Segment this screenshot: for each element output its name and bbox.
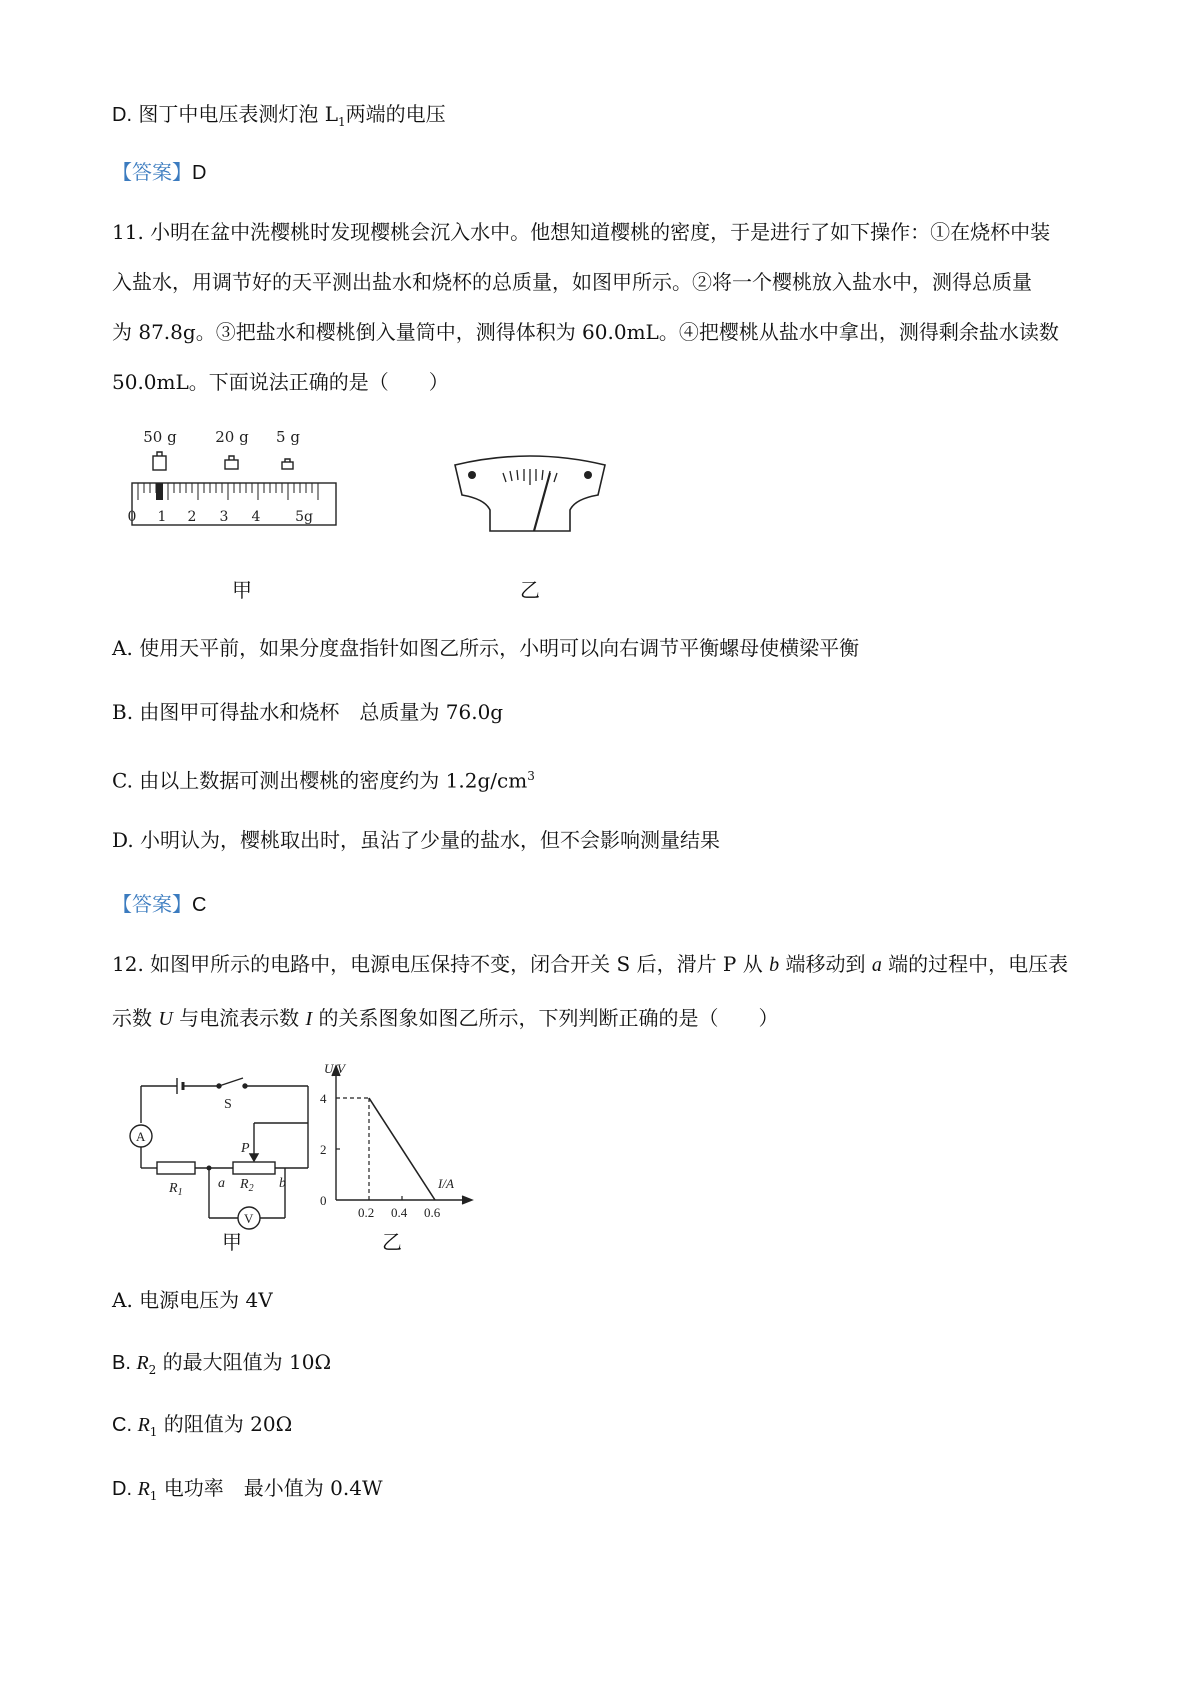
balance-scale-figure: [120, 428, 350, 538]
slider-label: P: [241, 1141, 250, 1156]
q12-var-b: b: [769, 954, 780, 976]
q12-option-b-r: R: [136, 1352, 149, 1374]
weight-50g-label: 50 g: [143, 428, 177, 446]
y-tick-2: 2: [320, 1142, 327, 1157]
scale-tick-2: 2: [187, 509, 197, 525]
scale-tick-1: 1: [157, 509, 167, 525]
y-axis-label: U/V: [324, 1061, 345, 1076]
circuit-figure: [125, 1068, 325, 1233]
dial-pointer: [534, 473, 550, 531]
rider-marker: [156, 483, 163, 500]
q11-option-c-text: C. 由以上数据可测出樱桃的密度约为 1.2g/cm: [112, 768, 528, 793]
q12-stem-text: 示数: [112, 1006, 159, 1030]
circuit-caption: 甲: [222, 1230, 242, 1254]
end-b-label: b: [279, 1176, 286, 1191]
figure-jia-caption: 甲: [232, 578, 252, 602]
voltmeter-label: V: [244, 1211, 254, 1226]
q12-stem-line-1: [112, 952, 1068, 977]
weight-50g-icon: [153, 456, 166, 470]
r1-label: $R_1$: [169, 1181, 183, 1198]
y-tick-4: 4: [320, 1091, 327, 1106]
q11-option-b: B. 由图甲可得盐水和烧杯 总质量为 76.0g: [112, 700, 504, 724]
weight-20g-label: 20 g: [215, 428, 249, 446]
dial-figure: [450, 455, 610, 535]
answer-value: C: [192, 894, 207, 916]
switch-label: S: [224, 1097, 232, 1112]
switch-blade: [219, 1078, 243, 1086]
x-axis-label: I/A: [438, 1176, 454, 1191]
graph-line: [369, 1098, 435, 1200]
q12-stem-text: 与电流表示数: [172, 1006, 306, 1030]
q12-stem-text: 端的过程中，电压表: [881, 952, 1069, 976]
q12-option-b: [112, 1350, 331, 1382]
q12-option-d-sub: 1: [149, 1489, 158, 1503]
x-tick-0.4: 0.4: [391, 1205, 408, 1220]
resistor-r2: [233, 1162, 275, 1174]
q11-option-c: [112, 764, 535, 793]
ammeter-label: A: [136, 1129, 146, 1144]
answer-tag: 【答案】: [112, 892, 192, 916]
q12-option-b-sub: 2: [148, 1363, 157, 1377]
dial-outline: [455, 456, 605, 531]
scale-tick-0: 0: [127, 509, 137, 525]
y-tick-0: 0: [320, 1193, 327, 1208]
q11-stem-line-3: 为 87.8g。③把盐水和樱桃倒入量筒中，测得体积为 60.0mL。④把樱桃从盐水中拿出，测得剩余盐水读数: [112, 320, 1059, 344]
q12-option-b-text: 的最大阻值为 10Ω: [156, 1350, 332, 1374]
scale-tick-5g: 5g: [295, 509, 313, 525]
q12-option-d-r: R: [137, 1478, 150, 1500]
weight-5g-label: 5 g: [276, 428, 300, 446]
dial-screw-left: [468, 471, 476, 479]
q11-option-c-sup: 3: [527, 769, 535, 783]
scale-tick-4: 4: [251, 509, 261, 525]
q11-stem-line-4: 50.0mL。下面说法正确的是（ ）: [112, 370, 449, 394]
answer-value: D: [192, 162, 207, 184]
q12-stem-line-2: [112, 1006, 779, 1031]
q11-option-a: A. 使用天平前，如果分度盘指针如图乙所示，小明可以向右调节平衡螺母使横梁平衡: [112, 636, 860, 660]
q12-option-c-text: 的阻值为 20Ω: [157, 1412, 293, 1436]
q12-var-i: I: [305, 1008, 313, 1030]
q12-option-b-letter: B.: [112, 1352, 137, 1374]
q12-option-a: A. 电源电压为 4V: [112, 1288, 273, 1312]
x-tick-0.2: 0.2: [358, 1205, 375, 1220]
q12-stem-text: 端移动到: [779, 952, 872, 976]
figure-yi-caption: 乙: [520, 578, 540, 602]
answer-tag: 【答案】: [112, 160, 192, 184]
q10-answer: [112, 160, 206, 185]
q12-option-d-letter: D.: [112, 1478, 138, 1500]
q11-stem-line-1: 11. 小明在盆中洗樱桃时发现樱桃会沉入水中。他想知道樱桃的密度，于是进行了如下操作：①在烧杯中装: [112, 220, 1051, 244]
weight-5g-icon: [282, 462, 293, 469]
q12-option-d-text: 电功率 最小值为 0.4W: [157, 1476, 383, 1500]
q10-option-d-text: 图丁中电压表测灯泡 L: [138, 102, 338, 126]
q12-option-c-r: R: [137, 1414, 150, 1436]
weight-20g-icon: [225, 460, 238, 469]
x-tick-0.6: 0.6: [424, 1205, 441, 1220]
resistor-r1: [157, 1162, 195, 1174]
q10-option-d-letter: D.: [112, 104, 132, 126]
q10-option-d: [112, 102, 446, 134]
q11-stem-line-2: 入盐水，用调节好的天平测出盐水和烧杯的总质量，如图甲所示。②将一个樱桃放入盐水中，测得总质量: [112, 270, 1032, 294]
end-a-label: a: [218, 1176, 225, 1191]
q10-option-d-sub: 1: [338, 115, 346, 129]
q11-option-d: D. 小明认为，樱桃取出时，虽沾了少量的盐水，但不会影响测量结果: [112, 828, 721, 852]
dial-screw-right: [584, 471, 592, 479]
q12-stem-text: 12. 如图甲所示的电路中，电源电压保持不变，闭合开关 S 后，滑片 P 从: [112, 952, 770, 976]
r2-label: $R_2$: [240, 1177, 254, 1194]
q11-answer: [112, 892, 206, 917]
q12-option-d: [112, 1476, 383, 1508]
scale-tick-3: 3: [219, 509, 229, 525]
graph-caption: 乙: [382, 1230, 402, 1254]
ui-graph: [310, 1058, 480, 1228]
q12-stem-text: 的关系图象如图乙所示，下列判断正确的是（ ）: [312, 1006, 779, 1030]
q10-option-d-text-b: 两端的电压: [345, 102, 446, 126]
q12-option-c: [112, 1412, 292, 1444]
q12-var-a: a: [871, 954, 882, 976]
q12-option-c-sub: 1: [149, 1425, 158, 1439]
q12-var-u: U: [158, 1008, 173, 1030]
q12-option-c-letter: C.: [112, 1414, 138, 1436]
